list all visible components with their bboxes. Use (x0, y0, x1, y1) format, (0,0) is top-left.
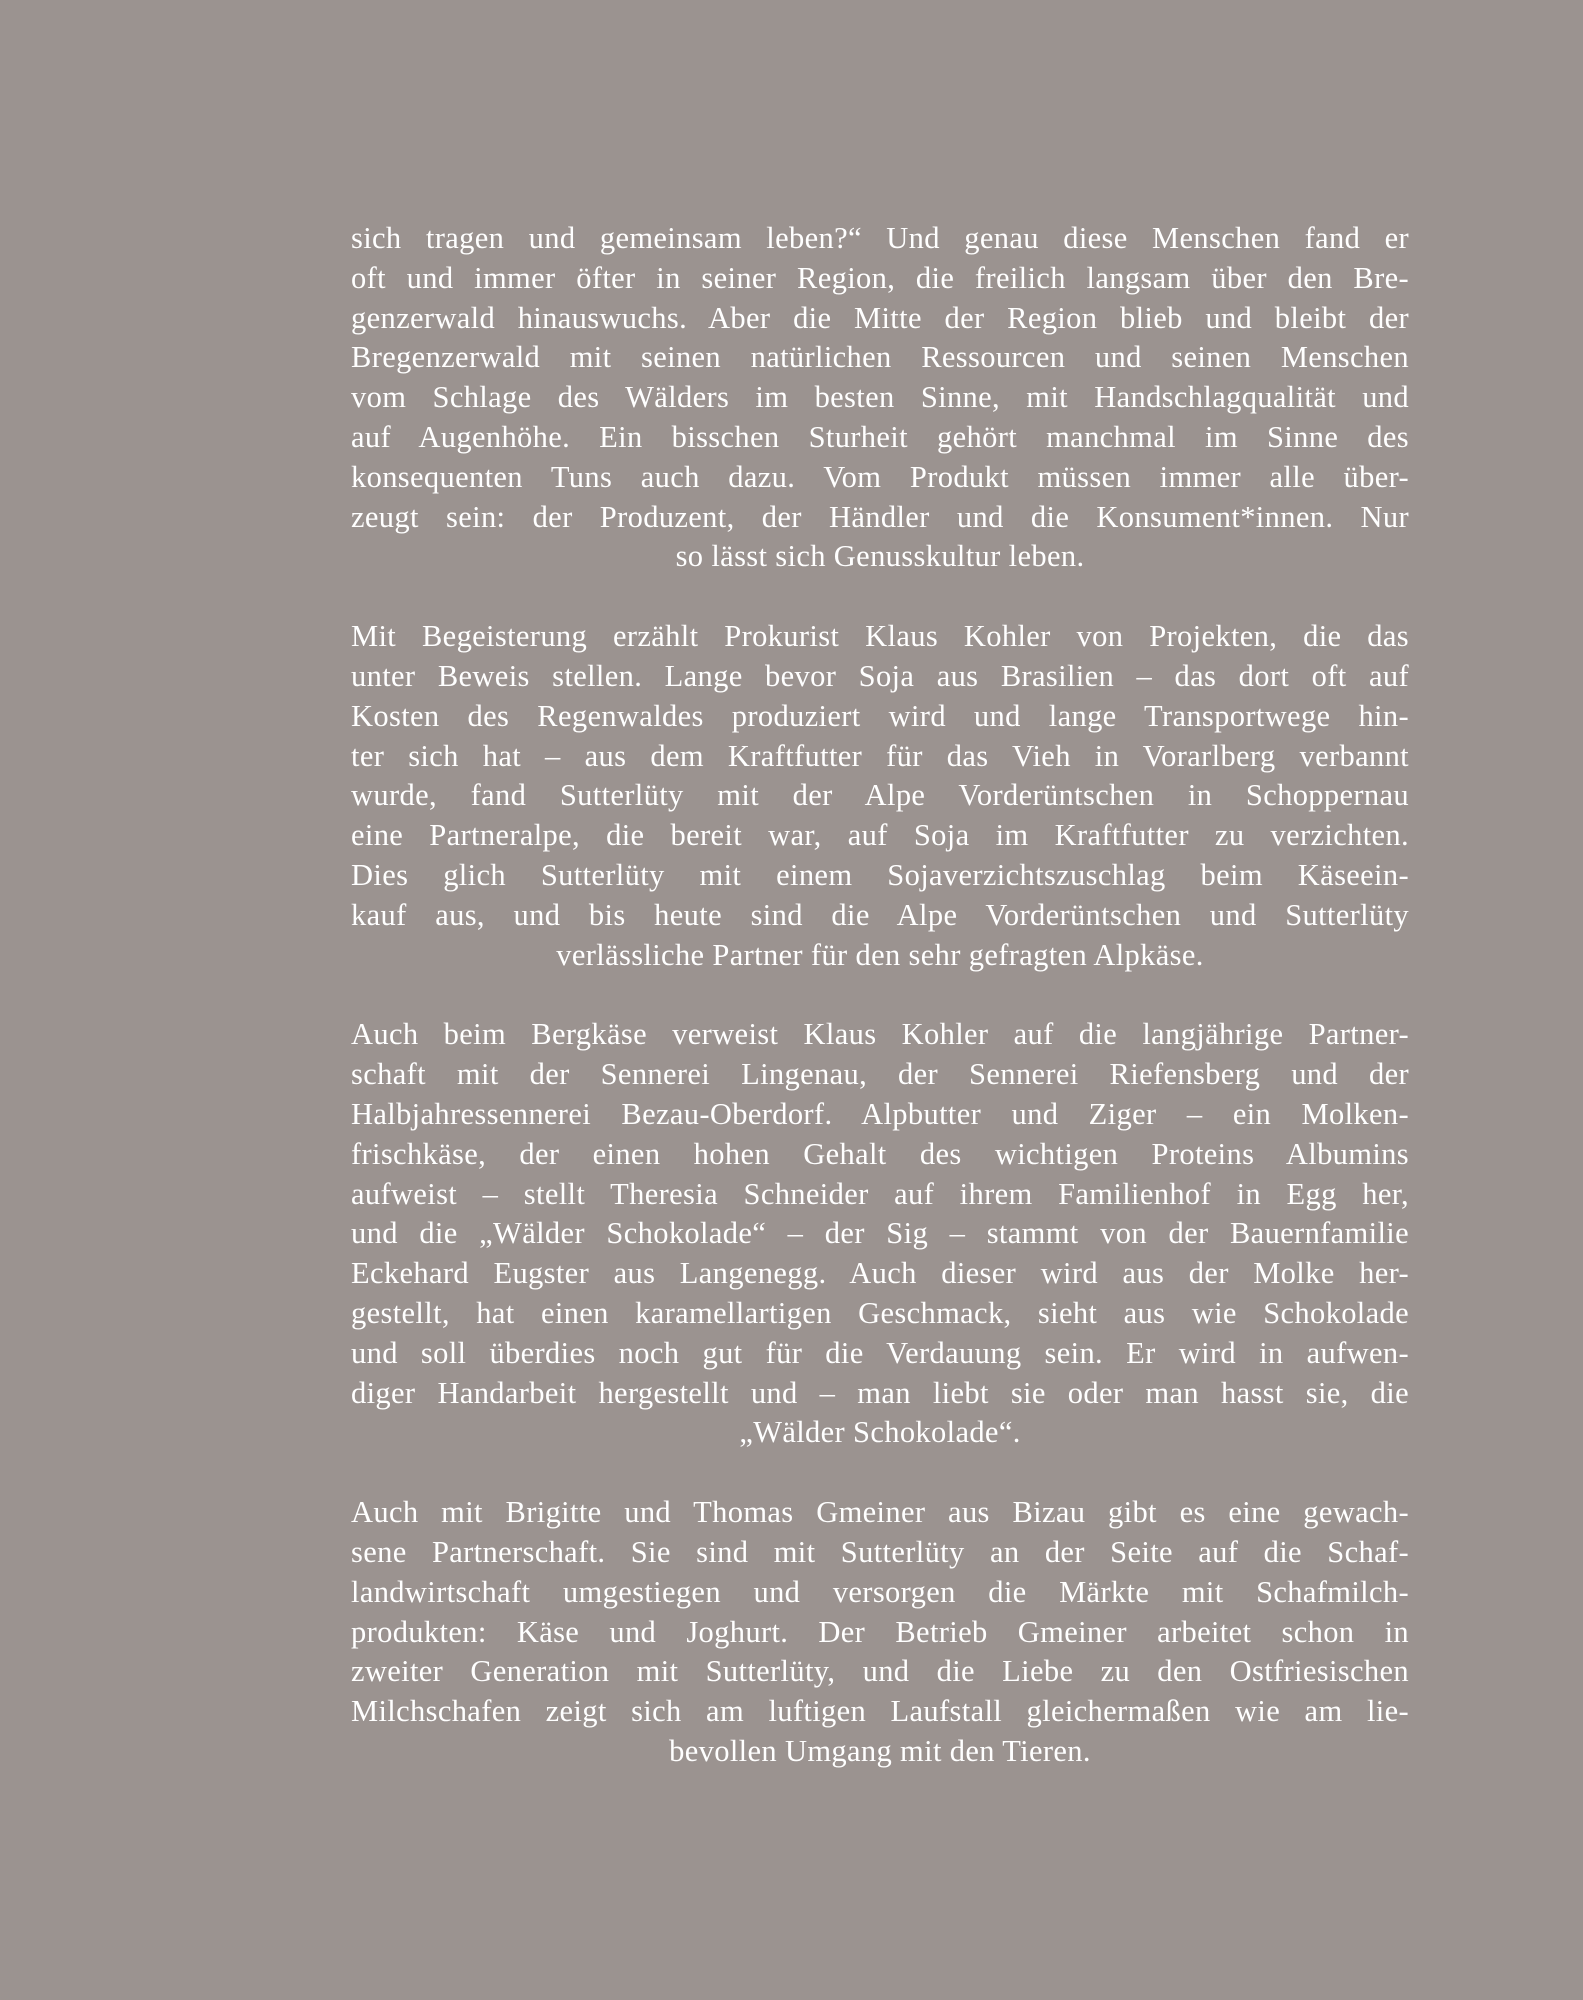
text-line: sene Partnerschaft. Sie sind mit Sutterlüty an der Seite auf die Schaf- (351, 1534, 1409, 1569)
text-line: und die „Wälder Schokolade“ – der Sig – stammt von der Bauernfamilie (351, 1216, 1409, 1251)
text-line: sich tragen und gemeinsam leben?“ Und genau diese Menschen fand er (351, 221, 1409, 255)
paragraph-4 (351, 1493, 1409, 1772)
text-line: aufweist – stellt Theresia Schneider auf ihrem Familienhof in Egg her, (351, 1176, 1409, 1211)
text-line: frischkäse, der einen hohen Gehalt des wichtigen Proteins Albumins (351, 1136, 1409, 1171)
body-text (351, 219, 1409, 1812)
text-line: eine Partneralpe, die bereit war, auf Soja im Kraftfutter zu verzichten. (351, 818, 1409, 853)
text-line: genzerwald hinauswuchs. Aber die Mitte der Region blieb und bleibt der (351, 300, 1409, 335)
text-line: Auch mit Brigitte und Thomas Gmeiner aus Bizau gibt es eine gewach- (351, 1495, 1409, 1530)
text-line: konsequenten Tuns auch dazu. Vom Produkt müssen immer alle über- (351, 459, 1409, 494)
text-line: zeugt sein: der Produzent, der Händler und die Konsument*innen. Nur (351, 499, 1409, 534)
text-line: verlässliche Partner für den sehr gefragten Alpkäse. (556, 937, 1204, 972)
text-line: oft und immer öfter in seiner Region, die freilich langsam über den Bre- (351, 260, 1409, 295)
text-line: Dies glich Sutterlüty mit einem Sojaverzichtszuschlag beim Käseein- (351, 857, 1409, 892)
text-line: schaft mit der Sennerei Lingenau, der Sennerei Riefensberg und der (351, 1057, 1409, 1092)
text-line: auf Augenhöhe. Ein bisschen Sturheit gehört manchmal im Sinne des (351, 419, 1409, 454)
paragraph-2 (351, 617, 1409, 975)
paragraph-3 (351, 1015, 1409, 1453)
text-line: produkten: Käse und Joghurt. Der Betrieb Gmeiner arbeitet schon in (351, 1614, 1409, 1649)
text-line: Halbjahressennerei Bezau-Oberdorf. Alpbutter und Ziger – ein Molken- (351, 1096, 1409, 1131)
text-line: Milchschafen zeigt sich am luftigen Laufstall gleichermaßen wie am lie- (351, 1694, 1409, 1729)
text-line: Mit Begeisterung erzählt Prokurist Klaus Kohler von Projekten, die das (351, 619, 1409, 654)
text-line: Eckehard Eugster aus Langenegg. Auch dieser wird aus der Molke her- (351, 1256, 1409, 1291)
text-line: so lässt sich Genusskultur leben. (675, 539, 1085, 574)
text-line: unter Beweis stellen. Lange bevor Soja aus Brasilien – das dort oft auf (351, 658, 1409, 693)
text-line: Kosten des Regenwaldes produziert wird und lange Transportwege hin- (351, 698, 1409, 733)
text-line: ter sich hat – aus dem Kraftfutter für das Vieh in Vorarlberg verbannt (351, 738, 1409, 773)
paragraph-1 (351, 219, 1409, 577)
text-line: Auch beim Bergkäse verweist Klaus Kohler auf die langjährige Partner- (351, 1017, 1409, 1052)
text-line: und soll überdies noch gut für die Verdauung sein. Er wird in aufwen- (351, 1335, 1409, 1370)
text-line: kauf aus, und bis heute sind die Alpe Vorderüntschen und Sutterlüty (351, 897, 1409, 932)
text-line: landwirtschaft umgestiegen und versorgen die Märkte mit Schafmilch- (351, 1574, 1409, 1609)
text-line: gestellt, hat einen karamellartigen Geschmack, sieht aus wie Schokolade (351, 1295, 1409, 1330)
text-line: Bregenzerwald mit seinen natürlichen Ressourcen und seinen Menschen (351, 340, 1409, 375)
text-line: vom Schlage des Wälders im besten Sinne, mit Handschlagqualität und (351, 380, 1409, 415)
text-line: zweiter Generation mit Sutterlüty, und die Liebe zu den Ostfriesischen (351, 1654, 1409, 1689)
text-line: bevollen Umgang mit den Tieren. (669, 1733, 1091, 1768)
text-line: wurde, fand Sutterlüty mit der Alpe Vorderüntschen in Schoppernau (351, 778, 1409, 813)
text-line: diger Handarbeit hergestellt und – man liebt sie oder man hasst sie, die (351, 1375, 1409, 1410)
text-line: „Wälder Schokolade“. (739, 1415, 1021, 1450)
